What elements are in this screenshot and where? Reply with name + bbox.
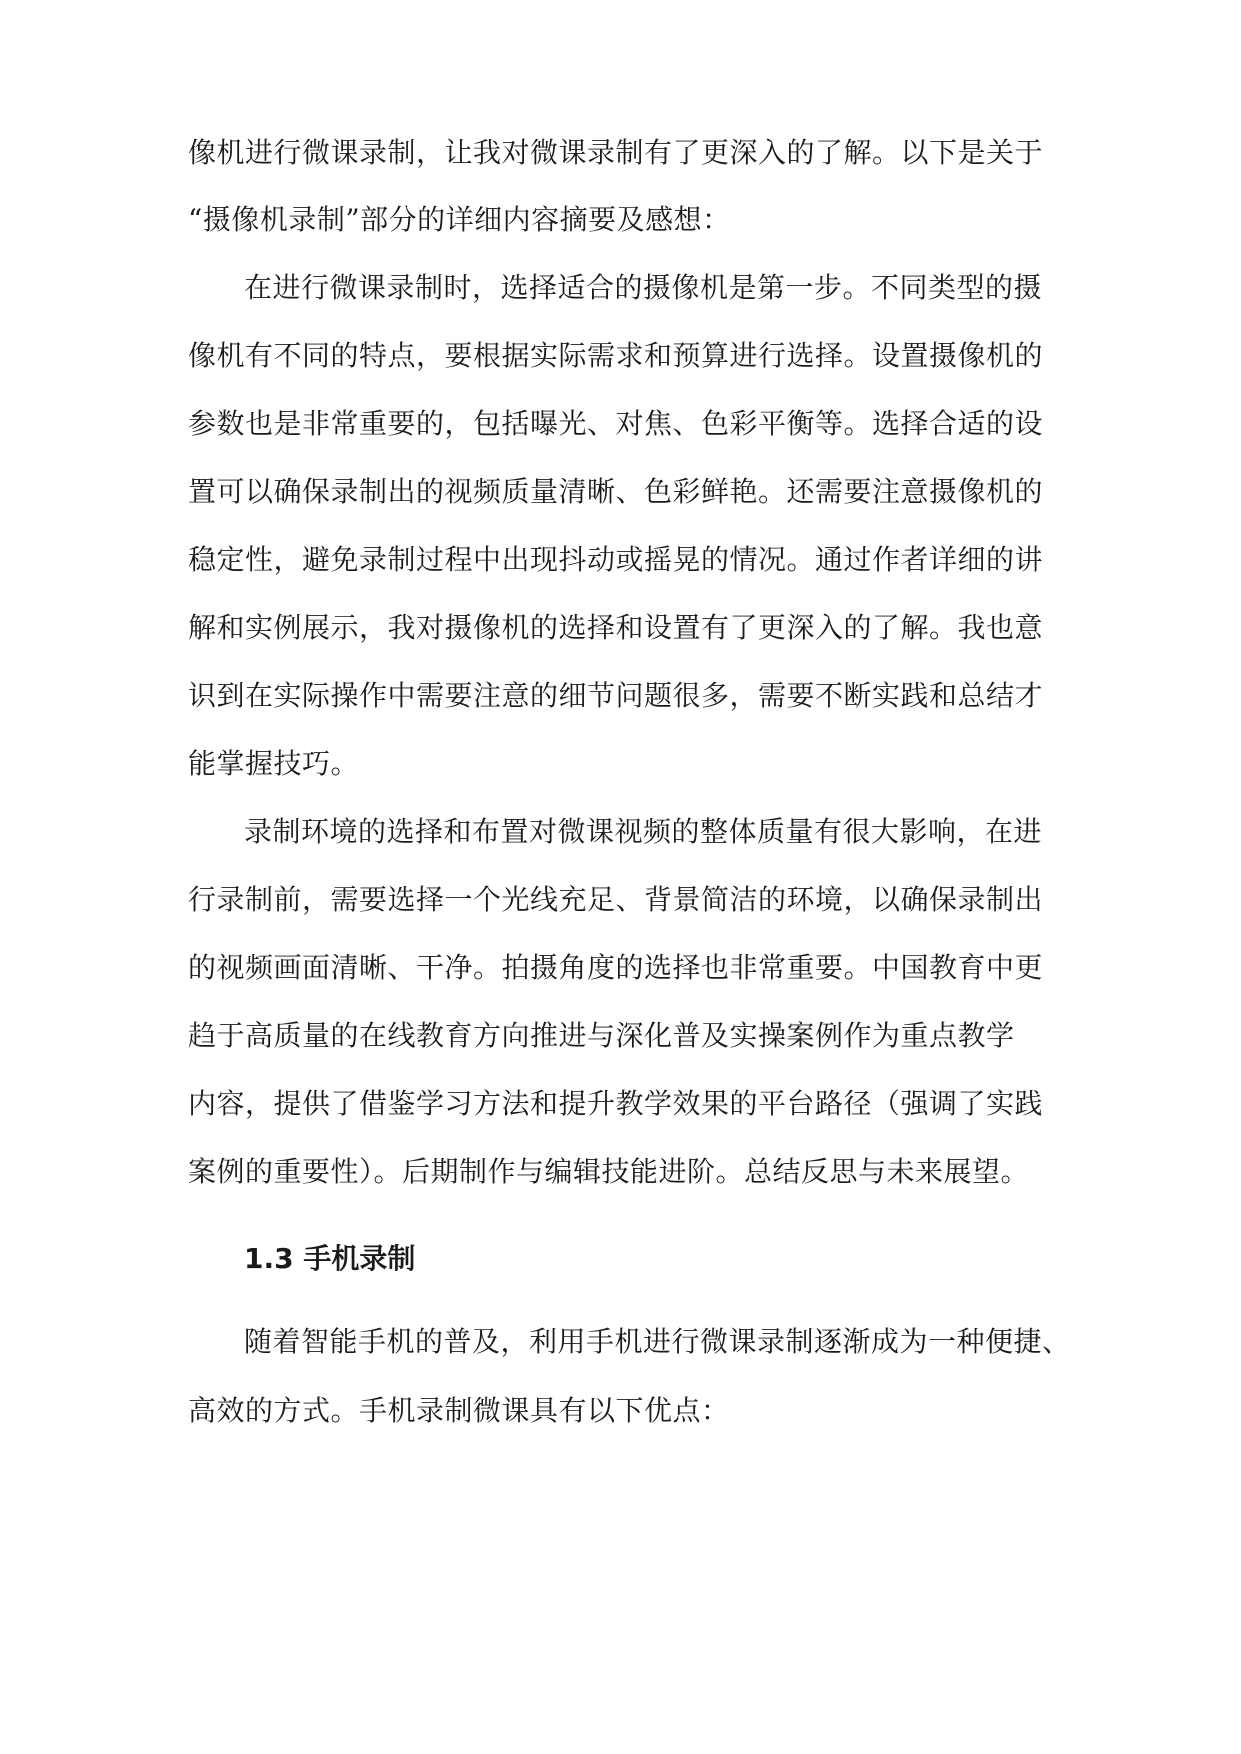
text-line: 录制环境的选择和布置对微课视频的整体质量有很大影响，在进 xyxy=(244,815,1043,848)
text-line: 稳定性，避免录制过程中出现抖动或摇晃的情况。通过作者详细的讲 xyxy=(188,543,1044,576)
text-line: 在进行微课录制时，选择适合的摄像机是第一步。不同类型的摄 xyxy=(244,271,1043,304)
text-line: 置可以确保录制出的视频质量清晰、色彩鲜艳。还需要注意摄像机的 xyxy=(188,475,1044,508)
text-line: 识到在实际操作中需要注意的细节问题很多，需要不断实践和总结才 xyxy=(188,679,1044,712)
text-line: 案例的重要性）。后期制作与编辑技能进阶。总结反思与未来展望。 xyxy=(188,1155,1030,1188)
text-line: 的视频画面清晰、干净。拍摄角度的选择也非常重要。中国教育中更 xyxy=(188,951,1044,984)
text-line: 趋于高质量的在线教育方向推进与深化普及实操案例作为重点教学 xyxy=(188,1019,1015,1052)
text-line: 行录制前，需要选择一个光线充足、背景简洁的环境，以确保录制出 xyxy=(188,883,1044,916)
text-line: 参数也是非常重要的，包括曝光、对焦、色彩平衡等。选择合适的设 xyxy=(188,407,1044,440)
text-line: 解和实例展示，我对摄像机的选择和设置有了更深入的了解。我也意 xyxy=(188,611,1044,644)
text-line: 内容，提供了借鉴学习方法和提升教学效果的平台路径（强调了实践 xyxy=(188,1087,1044,1120)
text-line: 能掌握技巧。 xyxy=(188,747,360,780)
text-line: 随着智能手机的普及，利用手机进行微课录制逐渐成为一种便捷、 xyxy=(244,1325,1071,1358)
text-line: 像机进行微课录制，让我对微课录制有了更深入的了解。以下是关于 xyxy=(188,136,1044,169)
text-line: 高效的方式。手机录制微课具有以下优点： xyxy=(188,1394,730,1427)
text-line: “摄像机录制”部分的详细内容摘要及感想： xyxy=(188,203,731,236)
section-heading: 1.3 手机录制 xyxy=(244,1242,416,1275)
text-line: 像机有不同的特点，要根据实际需求和预算进行选择。设置摄像机的 xyxy=(188,339,1044,372)
